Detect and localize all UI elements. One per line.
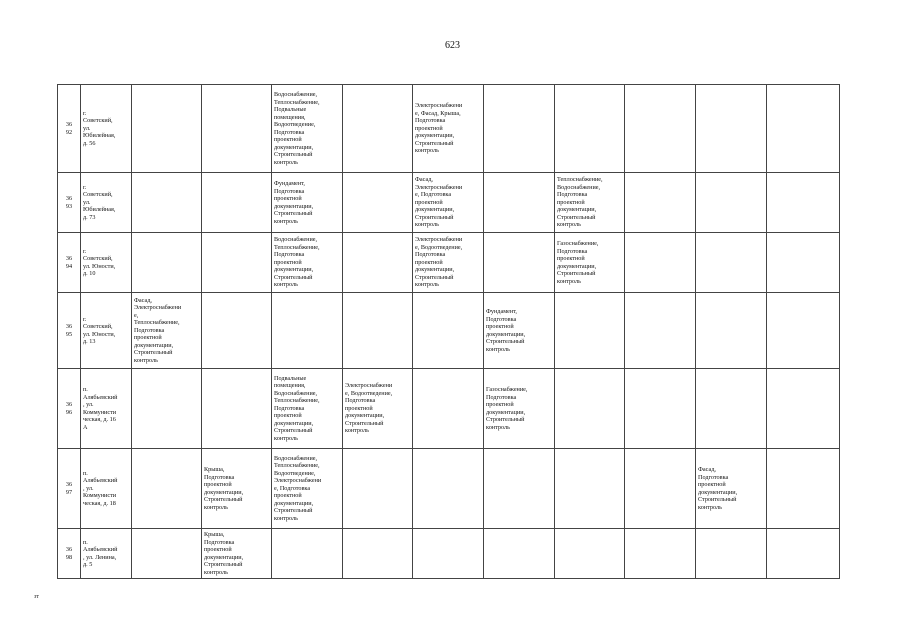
work-cell	[555, 449, 625, 529]
work-cell: Фундамент, Подготовка проектной документации, Строительный контроль	[484, 293, 555, 369]
work-cell: Водоснабжение, Теплоснабжение, Подготовка проектной документации, Строительный контроль	[272, 233, 343, 293]
work-cell	[413, 369, 484, 449]
work-cell: Фундамент, Подготовка проектной документации, Строительный контроль	[272, 173, 343, 233]
work-cell	[272, 293, 343, 369]
row-number: 36 92	[58, 85, 81, 173]
work-cell	[625, 449, 696, 529]
work-cell	[132, 85, 202, 173]
work-cell: Фасад, Электроснабжени е, Подготовка проектной документации, Строительный контроль	[413, 173, 484, 233]
repair-schedule-table	[57, 84, 840, 579]
work-cell	[555, 293, 625, 369]
work-cell: Теплоснабжение, Водоснабжение, Подготовка проектной документации, Строительный контроль	[555, 173, 625, 233]
table-row	[58, 293, 840, 369]
work-cell	[343, 449, 413, 529]
footer-mark: зт	[34, 594, 39, 600]
address-cell: п. Алябьевский , ул. Коммунисти ческая, д. 16 А	[81, 369, 132, 449]
work-cell	[413, 293, 484, 369]
page-number: 623	[445, 40, 460, 51]
work-cell: Подвальные помещения, Водоснабжение, Теплоснабжение, Подготовка проектной документации, Строительный контроль	[272, 369, 343, 449]
row-number: 36 96	[58, 369, 81, 449]
work-cell	[484, 233, 555, 293]
work-cell: Фасад, Электроснабжени е, Теплоснабжение, Подготовка проектной документации, Строительный контроль	[132, 293, 202, 369]
work-cell	[767, 293, 840, 369]
address-cell: г. Советский, ул. Юбилейная, д. 73	[81, 173, 132, 233]
address-cell: г. Советский, ул. Юности, д. 13	[81, 293, 132, 369]
table-row	[58, 85, 840, 173]
row-number: 36 95	[58, 293, 81, 369]
row-number: 36 94	[58, 233, 81, 293]
work-cell: Электроснабжени е, Водоотведение, Подготовка проектной документации, Строительный контроль	[413, 233, 484, 293]
work-cell	[202, 173, 272, 233]
work-cell	[696, 233, 767, 293]
work-cell	[343, 173, 413, 233]
table-row	[58, 529, 840, 579]
work-cell	[202, 233, 272, 293]
work-cell	[343, 529, 413, 579]
work-cell	[132, 449, 202, 529]
work-cell: Газоснабжение, Подготовка проектной документации, Строительный контроль	[484, 369, 555, 449]
table-row	[58, 369, 840, 449]
work-cell	[343, 293, 413, 369]
row-number: 36 93	[58, 173, 81, 233]
work-cell	[767, 369, 840, 449]
work-cell	[413, 449, 484, 529]
work-cell: Фасад, Подготовка проектной документации, Строительный контроль	[696, 449, 767, 529]
work-cell	[625, 173, 696, 233]
work-cell	[625, 85, 696, 173]
work-cell: Электроснабжени е, Водоотведение, Подготовка проектной документации, Строительный контроль	[343, 369, 413, 449]
work-cell	[767, 529, 840, 579]
table-row	[58, 449, 840, 529]
work-cell	[767, 233, 840, 293]
work-cell	[696, 529, 767, 579]
work-cell	[202, 369, 272, 449]
work-cell: Водоснабжение, Теплоснабжение, Водоотведение, Электроснабжени е, Подготовка проектной документации, Строительный контроль	[272, 449, 343, 529]
work-cell	[696, 369, 767, 449]
work-cell	[767, 449, 840, 529]
work-cell	[202, 293, 272, 369]
work-cell	[484, 85, 555, 173]
address-cell: п. Алябьевский , ул. Ленина, д. 5	[81, 529, 132, 579]
work-cell	[343, 233, 413, 293]
work-cell: Газоснабжение, Подготовка проектной документации, Строительный контроль	[555, 233, 625, 293]
work-cell: Водоснабжение, Теплоснабжение, Подвальные помещения, Водоотведение, Подготовка проектной документации, Строительный контроль	[272, 85, 343, 173]
work-cell	[625, 529, 696, 579]
work-cell	[555, 85, 625, 173]
address-cell: г. Советский, ул. Юности, д. 10	[81, 233, 132, 293]
row-number: 36 98	[58, 529, 81, 579]
work-cell	[625, 233, 696, 293]
work-cell	[696, 173, 767, 233]
address-cell: г. Советский, ул. Юбилейная, д. 56	[81, 85, 132, 173]
work-cell	[413, 529, 484, 579]
work-cell: Крыша, Подготовка проектной документации, Строительный контроль	[202, 529, 272, 579]
work-cell	[767, 85, 840, 173]
work-cell	[625, 293, 696, 369]
work-cell	[272, 529, 343, 579]
row-number: 36 97	[58, 449, 81, 529]
work-cell	[696, 293, 767, 369]
work-cell	[484, 173, 555, 233]
work-cell	[202, 85, 272, 173]
work-cell	[484, 449, 555, 529]
table-row	[58, 173, 840, 233]
work-cell	[484, 529, 555, 579]
work-cell	[132, 173, 202, 233]
work-cell	[625, 369, 696, 449]
work-cell	[767, 173, 840, 233]
work-cell: Электроснабжени е, Фасад, Крыша, Подготовка проектной документации, Строительный контроль	[413, 85, 484, 173]
work-cell	[132, 233, 202, 293]
work-cell	[555, 369, 625, 449]
table-row	[58, 233, 840, 293]
work-cell	[132, 529, 202, 579]
work-cell: Крыша, Подготовка проектной документации, Строительный контроль	[202, 449, 272, 529]
work-cell	[343, 85, 413, 173]
work-cell	[132, 369, 202, 449]
address-cell: п. Алябьевский , ул. Коммунисти ческая, д. 18	[81, 449, 132, 529]
work-cell	[696, 85, 767, 173]
work-cell	[555, 529, 625, 579]
